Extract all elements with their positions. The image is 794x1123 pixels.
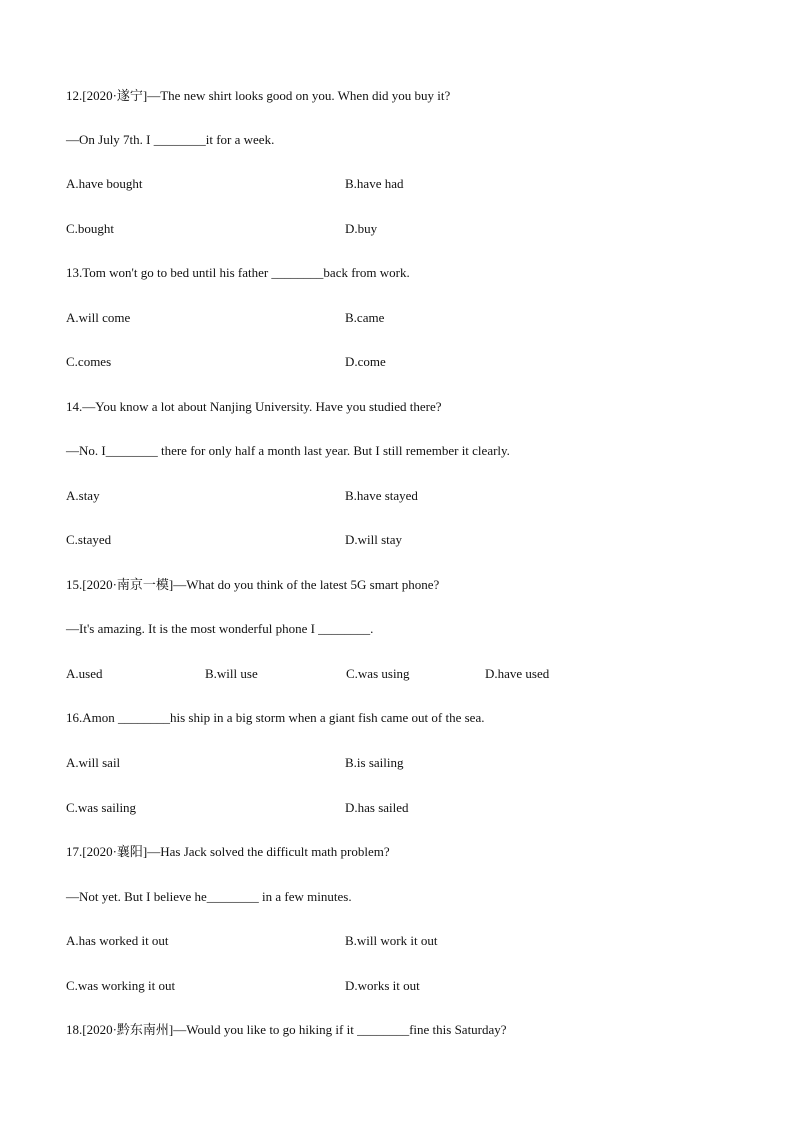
- question-12-option-d: D.buy: [345, 221, 378, 236]
- question-15-response: —It's amazing. It is the most wonderful phone I ________.: [66, 621, 374, 636]
- question-15-option-d: D.have used: [485, 666, 550, 681]
- question-15-option-c: C.was using: [346, 666, 410, 681]
- question-12-option-a: A.have bought: [66, 176, 143, 191]
- question-17-option-b: B.will work it out: [345, 933, 438, 948]
- question-17-prompt: 17.[2020·襄阳]—Has Jack solved the difficult math problem?: [66, 844, 390, 859]
- question-16-option-a: A.will sail: [66, 755, 121, 770]
- question-14-response: —No. I________ there for only half a month last year. But I still remember it clearly.: [66, 443, 510, 458]
- question-17-option-a: A.has worked it out: [66, 933, 169, 948]
- question-14-option-d: D.will stay: [345, 532, 403, 547]
- question-15-prompt: 15.[2020·南京一模]—What do you think of the latest 5G smart phone?: [66, 577, 440, 592]
- question-14-option-a: A.stay: [66, 488, 100, 503]
- question-12-option-c: C.bought: [66, 221, 115, 236]
- question-15-option-a: A.used: [66, 666, 103, 681]
- question-13-option-a: A.will come: [66, 310, 131, 325]
- question-14-option-b: B.have stayed: [345, 488, 418, 503]
- question-17-option-d: D.works it out: [345, 978, 420, 993]
- question-14-option-c: C.stayed: [66, 532, 112, 547]
- question-17-response: —Not yet. But I believe he________ in a few minutes.: [66, 889, 352, 904]
- question-14-prompt: 14.—You know a lot about Nanjing University. Have you studied there?: [66, 399, 442, 414]
- question-18-prompt: 18.[2020·黔东南州]—Would you like to go hiking if it ________fine this Saturday?: [66, 1022, 507, 1037]
- question-13-option-b: B.came: [345, 310, 385, 325]
- question-12-option-b: B.have had: [345, 176, 404, 191]
- question-12-prompt: 12.[2020·遂宁]—The new shirt looks good on you. When did you buy it?: [66, 88, 451, 103]
- question-16-option-d: D.has sailed: [345, 800, 409, 815]
- question-16-option-b: B.is sailing: [345, 755, 404, 770]
- question-17-option-c: C.was working it out: [66, 978, 176, 993]
- question-12-response: —On July 7th. I ________it for a week.: [66, 132, 275, 147]
- question-16-prompt: 16.Amon ________his ship in a big storm when a giant fish came out of the sea.: [66, 710, 485, 725]
- question-13-prompt: 13.Tom won't go to bed until his father ________back from work.: [66, 265, 410, 280]
- question-13-option-c: C.comes: [66, 354, 112, 369]
- question-15-option-b: B.will use: [205, 666, 258, 681]
- question-13-option-d: D.come: [345, 354, 386, 369]
- question-16-option-c: C.was sailing: [66, 800, 137, 815]
